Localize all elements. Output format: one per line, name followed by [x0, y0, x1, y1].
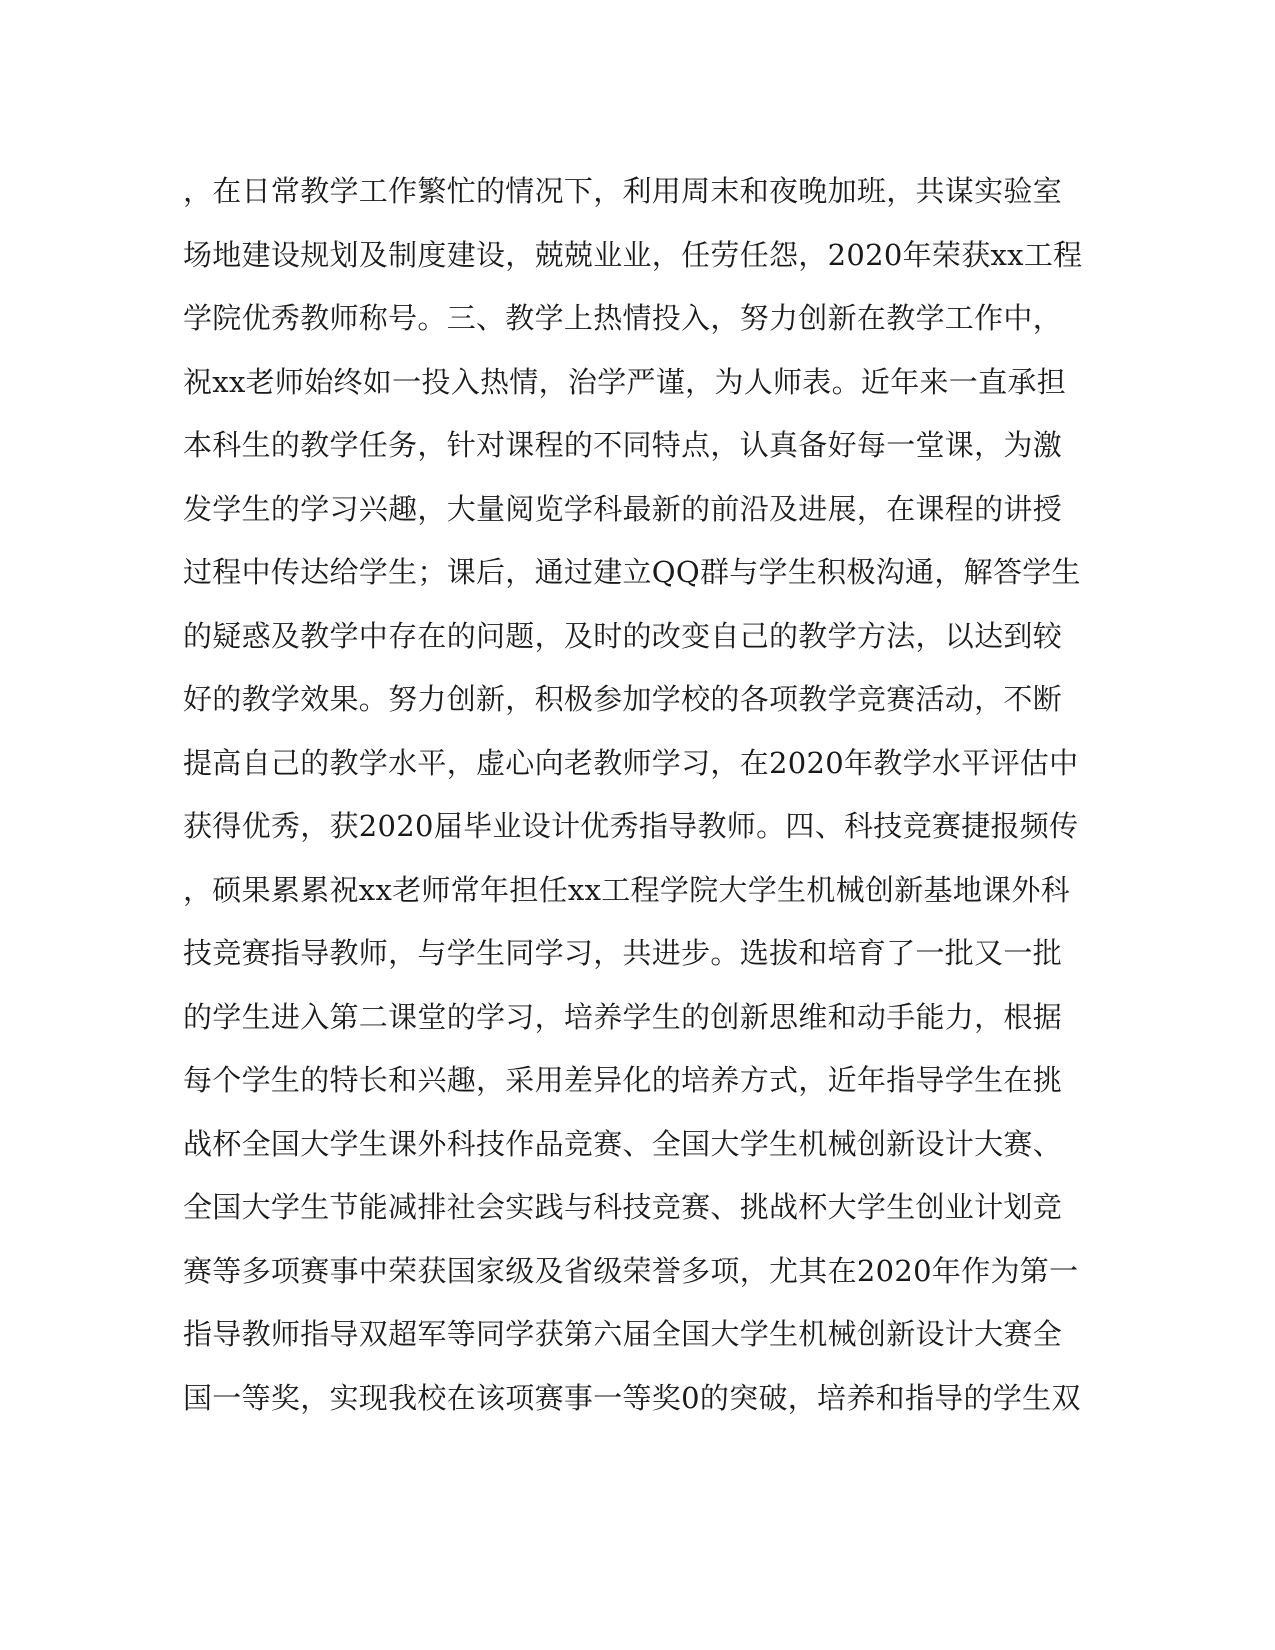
text-line: 国一等奖，实现我校在该项赛事一等奖0的突破，培养和指导的学生双 [183, 1380, 1081, 1415]
text-line: 发学生的学习兴趣，大量阅览学科最新的前沿及进展，在课程的讲授 [183, 491, 1063, 526]
text-line: 每个学生的特长和兴趣，采用差异化的培养方式，近年指导学生在挑 [183, 1063, 1063, 1097]
text-line: 指导教师指导双超军等同学获第六届全国大学生机械创新设计大赛全 [183, 1317, 1063, 1351]
text-line: ，在日常教学工作繁忙的情况下，利用周末和夜晚加班，共谋实验室 [183, 174, 1063, 208]
text-line: 场地建设规划及制度建设，兢兢业业，任劳任怨，2020年荣获xx工程 [183, 237, 1083, 272]
text-line: 学院优秀教师称号。三、教学上热情投入，努力创新在教学工作中， [183, 301, 1063, 335]
text-line: 技竞赛指导教师，与学生同学习，共进步。选拔和培育了一批又一批 [183, 936, 1063, 970]
text-line: 提高自己的教学水平，虚心向老教师学习，在2020年教学水平评估中 [183, 745, 1079, 780]
text-line: 获得优秀，获2020届毕业设计优秀指导教师。四、科技竞赛捷报频传 [183, 809, 1079, 843]
text-line: 战杯全国大学生课外科技作品竞赛、全国大学生机械创新设计大赛、 [183, 1126, 1063, 1161]
text-line: 祝xx老师始终如一投入热情，治学严谨，为人师表。近年来一直承担 [183, 364, 1067, 399]
text-line: 赛等多项赛事中荣获国家级及省级荣誉多项，尤其在2020年作为第一 [183, 1253, 1079, 1288]
text-line: 好的教学效果。努力创新，积极参加学校的各项教学竞赛活动，不断 [183, 682, 1063, 716]
body-text [183, 160, 1083, 1430]
text-line: 全国大学生节能减排社会实践与科技竞赛、挑战杯大学生创业计划竞 [183, 1190, 1063, 1224]
text-line: ，硕果累累祝xx老师常年担任xx工程学院大学生机械创新基地课外科 [183, 872, 1071, 907]
text-line: 的疑惑及教学中存在的问题，及时的改变自己的教学方法，以达到较 [183, 618, 1063, 653]
text-line: 过程中传达给学生；课后，通过建立QQ群与学生积极沟通，解答学生 [183, 555, 1081, 589]
text-line: 本科生的教学任务，针对课程的不同特点，认真备好每一堂课，为激 [183, 428, 1063, 462]
text-line: 的学生进入第二课堂的学习，培养学生的创新思维和动手能力，根据 [183, 999, 1063, 1034]
